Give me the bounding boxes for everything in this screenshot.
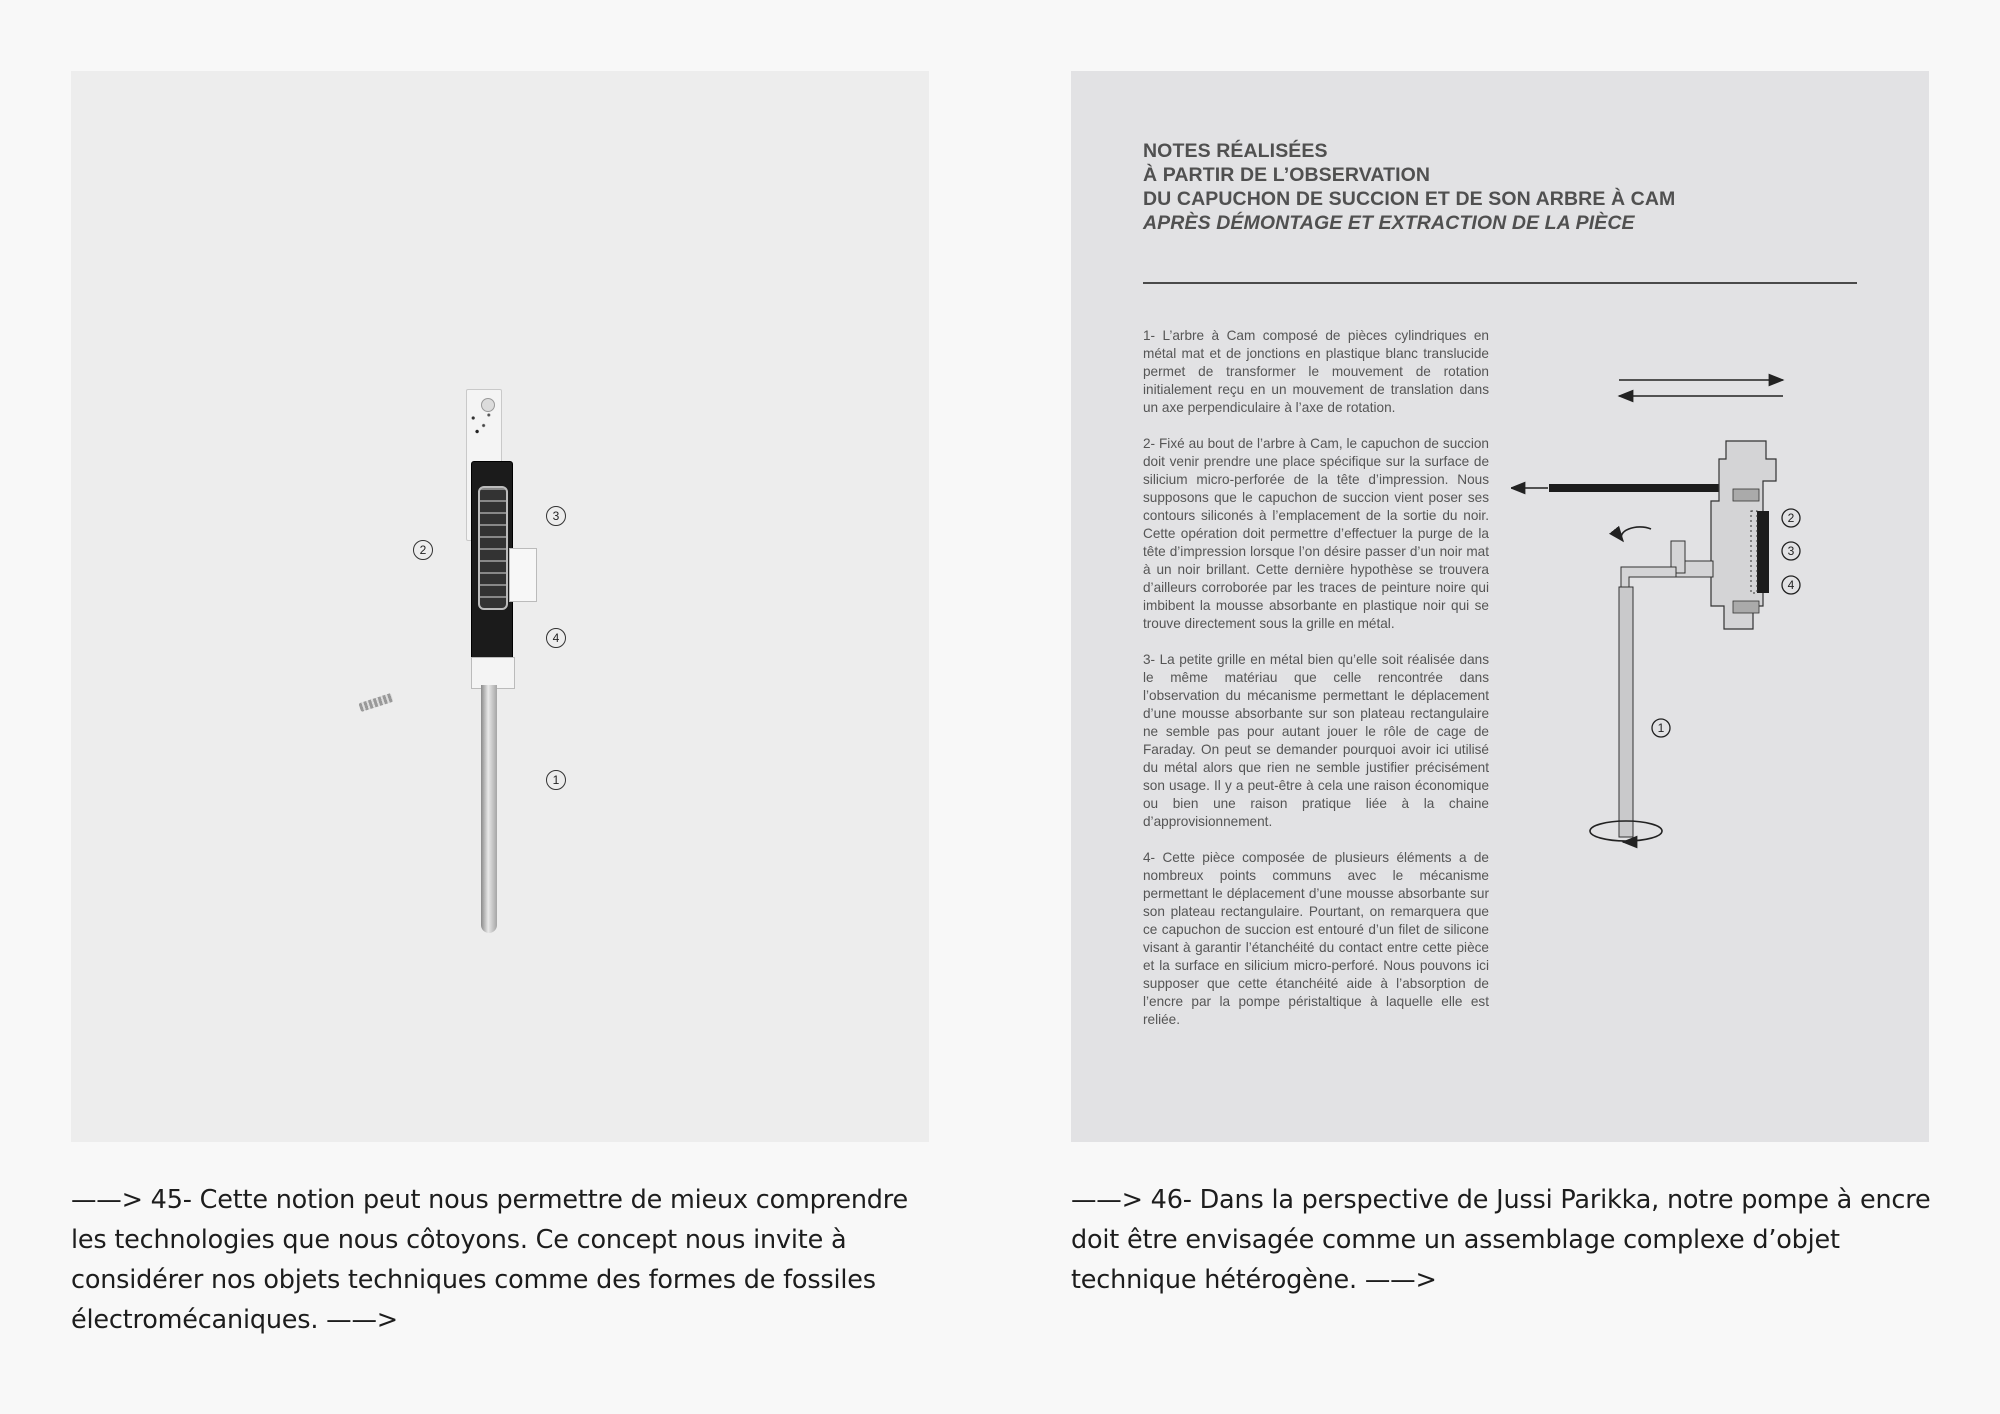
note-1: 1- L’arbre à Cam composé de pièces cylindriques en métal mat et de jonctions en plastique blanc translucide permet de transformer le mouvement de rotation initialement reçu en un mouvement de translation dans un axe perpendiculaire à l’axe de rotation.	[1143, 328, 1489, 415]
callout-1: 1	[546, 770, 566, 790]
callout-4: 4	[546, 628, 566, 648]
notes-title	[1143, 139, 1783, 235]
title-divider	[1143, 282, 1857, 284]
callout-2: 2	[413, 540, 433, 560]
note-3: 3- La petite grille en métal bien qu’elle soit réalisée dans le même matériau que celle rencontrée dans l’observation du mécanisme permettant le déplacement d’une mousse absorbante sur son plateau rectangulaire ne semble pas pour autant jouer le rôle de cage de Faraday. On peut se demander pourquoi avoir ici utilisé du métal alors que rien ne semble justifier précisément son usage. Il y a peut-être à cela une raison économique ou bien une raison pratique liée à la chaine d’approvisionnement.	[1143, 652, 1489, 829]
loose-screw	[358, 693, 393, 712]
speckles	[468, 409, 494, 439]
cam-crank	[1621, 567, 1676, 589]
diagram-label-1: 1	[1657, 721, 1665, 735]
diagram-label-2: 2	[1787, 511, 1795, 525]
grille-block	[1757, 511, 1769, 593]
callout-3: 3	[546, 506, 566, 526]
silicone-seal-bottom	[1733, 601, 1759, 613]
side-block	[509, 548, 537, 602]
notes-panel	[1071, 71, 1929, 1142]
title-line-2: À PARTIR DE L’OBSERVATION	[1143, 164, 1431, 186]
metal-grille	[478, 486, 508, 610]
title-line-1: NOTES RÉALISÉES	[1143, 140, 1328, 162]
diagram-label-4: 4	[1787, 578, 1795, 592]
note-4: 4- Cette pièce composée de plusieurs éléments a de nombreux points communs avec le mécanisme permettant le déplacement d’une mousse absorbante sur son plateau rectangulaire. Pourtant, on remarquera que ce capuchon de succion est entouré d’un filet de silicone visant à garantir l’étanchéité du contact entre cette pièce et la surface en silicium micro-perforé. Nous pouvons ici supposer que cette étanchéité aide à l’absorption de l’encre par la pompe péristaltique à laquelle elle est reliée.	[1143, 850, 1489, 1027]
note-2: 2- Fixé au bout de l’arbre à Cam, le capuchon de succion doit venir prendre une place spécifique sur la surface de silicium micro-perforée de la tête d’impression. Nous supposons que le capuchon de succion vient poser ses contours siliconés à l’emplacement de la sortie du noir. Cette opération doit permettre d’effectuer la purge de la tête d’impression lorsque l’on désire passer d’un noir mat à un noir brillant. Cette dernière hypothèse se trouvera d’ailleurs corroborée par les traces de peinture noire qui imbibent la mousse absorbante en plastique noir qui se trouve directement sous la grille en métal.	[1143, 436, 1489, 631]
photo-panel	[71, 71, 929, 1142]
title-line-3: DU CAPUCHON DE SUCCION ET DE SON ARBRE À CAM	[1143, 188, 1676, 210]
cam-shaft	[481, 685, 497, 933]
suction-tube	[1549, 484, 1729, 492]
caption-46: ——> 46- Dans la perspective de Jussi Parikka, notre pompe à encre doit être envisagée comme un assemblage complexe d’objet technique hétérogène. ——>	[1071, 1185, 1931, 1295]
mechanism-diagram	[1511, 361, 1911, 981]
diagram-label-3: 3	[1787, 544, 1795, 558]
silicone-seal-top	[1733, 489, 1759, 501]
rotation-arrow-small	[1621, 527, 1651, 541]
cam-shaft	[1619, 587, 1633, 837]
title-line-4: APRÈS DÉMONTAGE ET EXTRACTION DE LA PIÈCE	[1143, 212, 1635, 234]
caption-45: ——> 45- Cette notion peut nous permettre de mieux comprendre les technologies que nous côtoyons. Ce concept nous invite à considérer nos objets techniques comme des formes de fossiles électromécaniques. ——>	[71, 1185, 909, 1335]
notes-text	[1143, 327, 1489, 1047]
